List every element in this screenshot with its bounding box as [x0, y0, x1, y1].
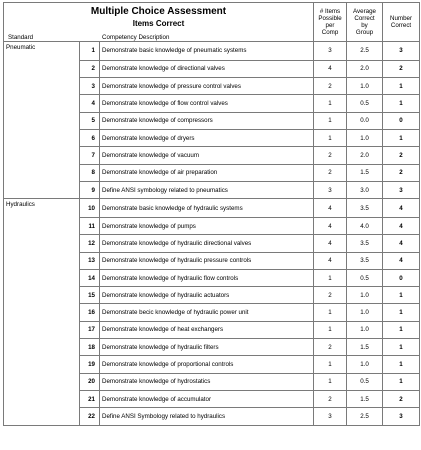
column-header-description: Competency Description	[102, 34, 170, 41]
competency-number: 15	[80, 287, 100, 304]
competency-number: 3	[80, 78, 100, 95]
items-possible-cell: 4	[314, 235, 347, 252]
standard-cell-empty	[4, 321, 80, 338]
items-possible-cell: 3	[314, 181, 347, 198]
competency-number: 13	[80, 252, 100, 269]
average-correct-cell: 2.5	[347, 408, 383, 425]
competency-description: Demonstrate basic knowledge of pneumatic systems	[100, 42, 314, 61]
table-row	[4, 129, 420, 146]
average-correct-cell: 0.5	[347, 373, 383, 390]
competency-number: 21	[80, 390, 100, 407]
competency-number: 9	[80, 181, 100, 198]
competency-description: Demonstrate becic knowledge of hydraulic power unit	[100, 304, 314, 321]
average-correct-cell: 1.0	[347, 287, 383, 304]
table-body	[4, 42, 420, 426]
number-correct-cell: 1	[383, 356, 420, 373]
items-possible-cell: 1	[314, 112, 347, 129]
average-correct-cell: 2.5	[347, 42, 383, 61]
table-row	[4, 42, 420, 61]
items-possible-cell: 3	[314, 408, 347, 425]
items-possible-cell: 2	[314, 287, 347, 304]
table-row	[4, 164, 420, 181]
competency-description: Demonstrate knowledge of proportional controls	[100, 356, 314, 373]
items-possible-cell: 4	[314, 199, 347, 218]
competency-description: Demonstrate knowledge of air preparation	[100, 164, 314, 181]
items-possible-cell: 3	[314, 42, 347, 61]
standard-cell: Pneumatic	[4, 42, 80, 61]
competency-description: Demonstrate knowledge of hydraulic pressure controls	[100, 252, 314, 269]
competency-number: 8	[80, 164, 100, 181]
average-correct-cell: 1.0	[347, 129, 383, 146]
average-correct-cell: 1.5	[347, 390, 383, 407]
items-possible-cell: 4	[314, 252, 347, 269]
average-correct-cell: 3.5	[347, 252, 383, 269]
number-correct-cell: 1	[383, 287, 420, 304]
table-row	[4, 408, 420, 425]
page-title: Multiple Choice Assessment	[90, 6, 227, 17]
table-row	[4, 339, 420, 356]
competency-description: Demonstrate knowledge of hydrostatics	[100, 373, 314, 390]
competency-number: 17	[80, 321, 100, 338]
standard-cell-empty	[4, 217, 80, 234]
average-correct-cell: 2.0	[347, 60, 383, 77]
competency-description: Demonstrate knowledge of hydraulic filters	[100, 339, 314, 356]
standard-cell-empty	[4, 235, 80, 252]
table-row	[4, 356, 420, 373]
competency-number: 18	[80, 339, 100, 356]
table-header-title	[4, 3, 314, 42]
assessment-table	[3, 2, 420, 426]
competency-number: 16	[80, 304, 100, 321]
number-correct-cell: 2	[383, 60, 420, 77]
page-subtitle: Items Correct	[132, 19, 185, 28]
standard-cell-empty	[4, 408, 80, 425]
number-correct-cell: 3	[383, 408, 420, 425]
competency-number: 10	[80, 199, 100, 218]
number-correct-cell: 1	[383, 339, 420, 356]
table-row	[4, 147, 420, 164]
competency-description: Demonstrate knowledge of dryers	[100, 129, 314, 146]
competency-number: 5	[80, 112, 100, 129]
number-correct-cell: 1	[383, 373, 420, 390]
column-header-standard: Standard	[8, 34, 34, 41]
number-correct-cell: 3	[383, 181, 420, 198]
items-possible-cell: 2	[314, 147, 347, 164]
items-possible-cell: 1	[314, 356, 347, 373]
table-row	[4, 95, 420, 112]
standard-cell-empty	[4, 78, 80, 95]
column-header-items-possible: # Items Possible per Comp	[314, 3, 347, 42]
items-possible-cell: 1	[314, 95, 347, 112]
competency-number: 7	[80, 147, 100, 164]
competency-number: 4	[80, 95, 100, 112]
competency-number: 20	[80, 373, 100, 390]
items-possible-cell: 1	[314, 304, 347, 321]
standard-cell-empty	[4, 287, 80, 304]
number-correct-cell: 2	[383, 390, 420, 407]
items-possible-cell: 2	[314, 339, 347, 356]
items-possible-cell: 2	[314, 164, 347, 181]
competency-number: 19	[80, 356, 100, 373]
table-row	[4, 252, 420, 269]
table-row	[4, 373, 420, 390]
number-correct-cell: 4	[383, 217, 420, 234]
number-correct-cell: 4	[383, 235, 420, 252]
average-correct-cell: 0.5	[347, 269, 383, 286]
average-correct-cell: 3.5	[347, 235, 383, 252]
competency-description: Demonstrate knowledge of heat exchangers	[100, 321, 314, 338]
average-correct-cell: 1.0	[347, 356, 383, 373]
standard-cell-empty	[4, 129, 80, 146]
standard-cell: Hydraulics	[4, 199, 80, 218]
average-correct-cell: 0.5	[347, 95, 383, 112]
average-correct-cell: 2.0	[347, 147, 383, 164]
standard-cell-empty	[4, 95, 80, 112]
items-possible-cell: 4	[314, 217, 347, 234]
standard-cell-empty	[4, 356, 80, 373]
competency-description: Demonstrate knowledge of accumulator	[100, 390, 314, 407]
competency-description: Demonstrate knowledge of hydraulic actuators	[100, 287, 314, 304]
average-correct-cell: 1.0	[347, 304, 383, 321]
number-correct-cell: 1	[383, 304, 420, 321]
standard-cell-empty	[4, 60, 80, 77]
competency-number: 6	[80, 129, 100, 146]
standard-cell-empty	[4, 269, 80, 286]
competency-description: Demonstrate knowledge of compressors	[100, 112, 314, 129]
competency-description: Demonstrate knowledge of pressure control valves	[100, 78, 314, 95]
number-correct-cell: 1	[383, 129, 420, 146]
competency-description: Demonstrate knowledge of pumps	[100, 217, 314, 234]
average-correct-cell: 1.5	[347, 339, 383, 356]
competency-description: Define ANSI symbology related to pneumatics	[100, 181, 314, 198]
table-row	[4, 217, 420, 234]
number-correct-cell: 1	[383, 95, 420, 112]
table-row	[4, 321, 420, 338]
competency-number: 22	[80, 408, 100, 425]
competency-description: Demonstrate knowledge of hydraulic directional valves	[100, 235, 314, 252]
competency-number: 14	[80, 269, 100, 286]
standard-cell-empty	[4, 304, 80, 321]
competency-description: Demonstrate basic knowledge of hydraulic systems	[100, 199, 314, 218]
standard-cell-empty	[4, 181, 80, 198]
table-row	[4, 304, 420, 321]
number-correct-cell: 2	[383, 164, 420, 181]
items-possible-cell: 2	[314, 78, 347, 95]
competency-number: 12	[80, 235, 100, 252]
standard-cell-empty	[4, 373, 80, 390]
column-header-number-correct: Number Correct	[383, 3, 420, 42]
table-row	[4, 112, 420, 129]
competency-number: 11	[80, 217, 100, 234]
competency-number: 1	[80, 42, 100, 61]
average-correct-cell: 1.0	[347, 321, 383, 338]
items-possible-cell: 1	[314, 321, 347, 338]
competency-number: 2	[80, 60, 100, 77]
average-correct-cell: 3.5	[347, 199, 383, 218]
table-row	[4, 78, 420, 95]
standard-cell-empty	[4, 112, 80, 129]
number-correct-cell: 1	[383, 78, 420, 95]
competency-description: Demonstrate knowledge of vacuum	[100, 147, 314, 164]
competency-description: Define ANSI Symbology related to hydraulics	[100, 408, 314, 425]
table-row	[4, 269, 420, 286]
competency-description: Demonstrate knowledge of flow control valves	[100, 95, 314, 112]
table-row	[4, 287, 420, 304]
items-possible-cell: 2	[314, 390, 347, 407]
standard-cell-empty	[4, 339, 80, 356]
average-correct-cell: 4.0	[347, 217, 383, 234]
standard-cell-empty	[4, 252, 80, 269]
competency-description: Demonstrate knowledge of directional valves	[100, 60, 314, 77]
items-possible-cell: 1	[314, 373, 347, 390]
competency-description: Demonstrate knowledge of hydraulic flow controls	[100, 269, 314, 286]
number-correct-cell: 3	[383, 42, 420, 61]
average-correct-cell: 1.0	[347, 78, 383, 95]
items-possible-cell: 4	[314, 60, 347, 77]
standard-cell-empty	[4, 147, 80, 164]
number-correct-cell: 4	[383, 199, 420, 218]
table-row	[4, 60, 420, 77]
table-row	[4, 390, 420, 407]
number-correct-cell: 2	[383, 147, 420, 164]
items-possible-cell: 1	[314, 129, 347, 146]
standard-cell-empty	[4, 164, 80, 181]
number-correct-cell: 0	[383, 269, 420, 286]
standard-cell-empty	[4, 390, 80, 407]
column-header-average: Average Correct by Group	[347, 3, 383, 42]
number-correct-cell: 1	[383, 321, 420, 338]
average-correct-cell: 1.5	[347, 164, 383, 181]
table-row	[4, 199, 420, 218]
table-row	[4, 181, 420, 198]
average-correct-cell: 0.0	[347, 112, 383, 129]
average-correct-cell: 3.0	[347, 181, 383, 198]
number-correct-cell: 0	[383, 112, 420, 129]
number-correct-cell: 4	[383, 252, 420, 269]
items-possible-cell: 1	[314, 269, 347, 286]
table-row	[4, 235, 420, 252]
